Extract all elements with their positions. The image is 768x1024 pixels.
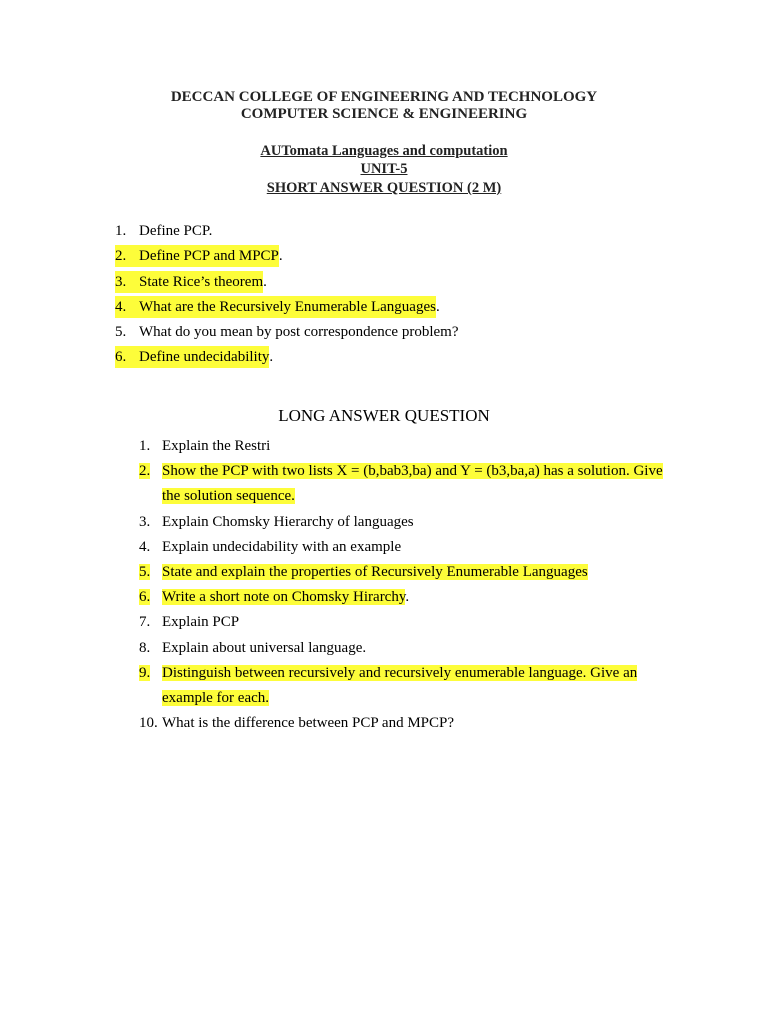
- question-text: What do you mean by post correspondence problem?: [139, 324, 459, 341]
- question-text: Show the PCP with two lists X = (b,bab3,ba) and Y = (b3,ba,a) has a solution. Give the solution sequence.: [162, 463, 663, 505]
- question-number: 4.: [139, 538, 151, 555]
- subject-title: AUTomata Languages and computation: [260, 143, 508, 159]
- question-text: Explain the Restri: [162, 438, 271, 454]
- list-item: [115, 220, 458, 245]
- list-item: [115, 271, 458, 296]
- list-item: [139, 510, 679, 535]
- question-number: 6.: [139, 589, 151, 606]
- long-question-list: [139, 434, 679, 736]
- question-text: Distinguish between recursively and recursively enumerable language. Give an example for each.: [162, 664, 638, 707]
- question-text: State and explain the properties of Recursively Enumerable Languages: [162, 564, 588, 581]
- list-item: [115, 296, 458, 321]
- question-number: 5.: [139, 564, 151, 581]
- question-text: Define PCP and MPCP: [139, 245, 279, 267]
- question-text: Explain about universal language.: [162, 639, 367, 656]
- question-text: State Rice’s theorem: [139, 271, 263, 293]
- list-item: [139, 535, 679, 560]
- long-answer-heading: LONG ANSWER QUESTION: [278, 406, 490, 425]
- question-number: 2.: [139, 463, 151, 480]
- question-number: 3.: [115, 271, 139, 293]
- list-item: [139, 459, 679, 509]
- question-number: 10.: [139, 715, 158, 732]
- question-text: Explain undecidability with an example: [162, 538, 402, 555]
- college-name: DECCAN COLLEGE OF ENGINEERING AND TECHNOLOGY: [170, 89, 598, 105]
- question-text: What are the Recursively Enumerable Languages: [139, 296, 436, 318]
- list-item: [139, 560, 679, 585]
- question-number: 8.: [139, 639, 151, 656]
- question-text: Define PCP.: [139, 223, 213, 239]
- question-text: Define undecidability: [139, 346, 269, 368]
- short-answer-heading: SHORT ANSWER QUESTION (2 M): [266, 180, 502, 196]
- short-question-list: [115, 220, 458, 372]
- list-item: [139, 585, 679, 610]
- question-trail: .: [278, 248, 283, 265]
- question-number: 3.: [139, 513, 151, 530]
- question-number: 1.: [139, 438, 151, 454]
- list-item: [115, 321, 458, 346]
- list-item: [139, 636, 679, 661]
- list-item: [139, 434, 679, 459]
- department-name: COMPUTER SCIENCE & ENGINEERING: [240, 106, 528, 122]
- question-number: 1.: [115, 223, 127, 239]
- question-trail: .: [263, 273, 267, 290]
- list-item: [139, 711, 679, 736]
- question-number: 2.: [115, 245, 139, 267]
- question-number: 7.: [139, 614, 151, 631]
- question-trail: .: [405, 589, 410, 606]
- list-item: [139, 610, 679, 635]
- question-number: 5.: [115, 324, 127, 341]
- question-text: What is the difference between PCP and MPCP?: [162, 715, 455, 732]
- question-trail: .: [269, 349, 274, 366]
- list-item: [115, 346, 458, 371]
- question-trail: .: [435, 298, 440, 315]
- question-number: 9.: [139, 664, 151, 681]
- question-number: 6.: [115, 346, 139, 368]
- unit-title: UNIT-5: [360, 161, 408, 177]
- list-item: [139, 661, 679, 711]
- question-number: 4.: [115, 296, 139, 318]
- question-text: Explain PCP: [162, 614, 240, 631]
- question-text: Explain Chomsky Hierarchy of languages: [162, 513, 414, 530]
- list-item: [115, 245, 458, 270]
- question-text: Write a short note on Chomsky Hirarchy: [162, 589, 406, 606]
